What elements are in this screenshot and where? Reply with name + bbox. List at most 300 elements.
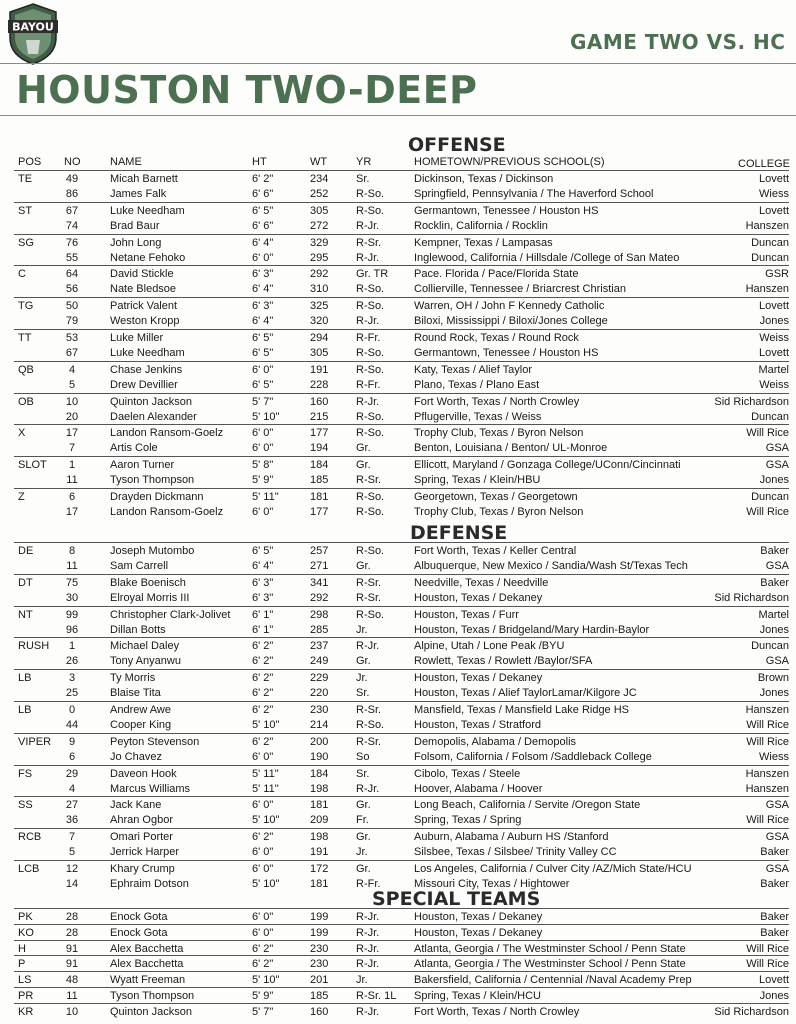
table-row — [14, 669, 789, 686]
cell-college: Duncan — [751, 236, 789, 249]
cell-college: GSA — [765, 459, 789, 472]
cell-ht: 6' 2" — [252, 640, 274, 653]
cell-wt: 185 — [310, 474, 329, 487]
cell-wt: 199 — [310, 911, 329, 923]
cell-no: 9 — [68, 735, 76, 748]
cell-yr: R-Sr. — [356, 576, 382, 589]
cell-wt: 310 — [310, 283, 329, 296]
cell-ht: 6' 5" — [252, 346, 274, 359]
cell-ht: 6' 2" — [252, 687, 274, 700]
table-row — [14, 622, 789, 638]
col-header-hometown: HOMETOWN/PREVIOUS SCHOOL(S) — [414, 156, 605, 168]
cell-wt: 160 — [310, 395, 329, 408]
cell-no: 6 — [68, 491, 76, 503]
cell-no: 75 — [65, 576, 79, 589]
table-row — [14, 812, 789, 828]
cell-ht: 6' 2" — [252, 672, 274, 685]
cell-yr: R-Jr. — [356, 251, 380, 264]
col-header-no: NO — [64, 156, 81, 168]
cell-ht: 6' 4" — [252, 559, 274, 572]
table-row — [14, 606, 789, 623]
cell-yr: R-Jr. — [356, 1005, 380, 1018]
cell-name: Netane Fehoko — [110, 251, 186, 264]
cell-ht: 5' 8" — [252, 459, 274, 472]
cell-no: 50 — [65, 300, 79, 313]
cell-wt: 199 — [310, 926, 329, 939]
cell-college: Weiss — [759, 332, 789, 344]
cell-pos: FS — [18, 767, 33, 780]
cell-wt: 220 — [310, 687, 329, 700]
cell-name: Daelen Alexander — [110, 410, 197, 423]
cell-yr: R-Jr. — [356, 958, 380, 971]
cell-hometown: Spring, Texas / Spring — [414, 814, 522, 827]
cell-yr: R-So. — [356, 204, 385, 217]
table-row — [14, 844, 789, 860]
cell-yr: R-Jr. — [356, 219, 380, 232]
cell-college: Lovett — [759, 346, 789, 359]
cell-wt: 285 — [310, 623, 329, 636]
cell-college: Jones — [759, 315, 789, 328]
special-teams-title: SPECIAL TEAMS — [372, 888, 541, 910]
cell-name: Omari Porter — [110, 831, 173, 844]
cell-yr: R-So. — [356, 718, 385, 731]
cell-wt: 230 — [310, 942, 329, 955]
cell-name: Brad Baur — [110, 219, 160, 232]
table-row — [14, 377, 789, 393]
cell-pos: PK — [18, 911, 33, 923]
cell-yr: R-So. — [356, 608, 385, 621]
cell-college: Lovett — [759, 204, 789, 217]
cell-college: Hanszen — [745, 782, 789, 795]
cell-yr: R-So. — [356, 187, 385, 200]
cell-yr: Sr. — [356, 687, 370, 700]
cell-wt: 230 — [310, 958, 329, 971]
cell-ht: 5' 9" — [252, 474, 274, 487]
cell-wt: 292 — [310, 591, 329, 604]
cell-hometown: Long Beach, California / Servite /Oregon State — [414, 799, 641, 812]
cell-name: Luke Miller — [110, 332, 164, 344]
cell-yr: R-Sr. — [356, 236, 382, 249]
cell-wt: 191 — [310, 363, 329, 376]
table-row — [14, 456, 789, 473]
cell-hometown: Fort Worth, Texas / North Crowley — [414, 395, 580, 408]
cell-hometown: Houston, Texas / Furr — [414, 608, 519, 621]
cell-hometown: Rowlett, Texas / Rowlett /Baylor/SFA — [414, 655, 593, 668]
cell-hometown: Spring, Texas / Klein/HCU — [414, 990, 541, 1002]
cell-college: Sid Richardson — [714, 1005, 789, 1018]
table-row — [14, 361, 789, 378]
cell-college: Will Rice — [746, 814, 789, 827]
cell-hometown: Folsom, California / Folsom /Saddleback College — [414, 750, 652, 763]
cell-hometown: Silsbee, Texas / Silsbee/ Trinity Valley CC — [414, 846, 617, 859]
cell-name: Landon Ransom-Goelz — [110, 427, 224, 440]
cell-hometown: Alpine, Utah / Lone Peak /BYU — [414, 640, 565, 653]
cell-no: 55 — [65, 251, 79, 264]
cell-pos: KO — [18, 926, 34, 939]
cell-hometown: Plano, Texas / Plano East — [414, 378, 540, 391]
cell-wt: 234 — [310, 173, 329, 185]
table-row — [14, 542, 789, 559]
defense-title: DEFENSE — [410, 522, 508, 544]
cell-no: 74 — [65, 219, 79, 232]
cell-name: Alex Bacchetta — [110, 958, 184, 971]
cell-no: 91 — [65, 958, 79, 971]
cell-ht: 6' 0" — [252, 799, 274, 812]
cell-name: Dillan Botts — [110, 623, 166, 636]
cell-yr: R-Sr. — [356, 591, 382, 604]
cell-yr: Gr. — [356, 442, 371, 455]
cell-college: Martel — [758, 608, 789, 621]
cell-yr: R-So. — [356, 283, 385, 296]
cell-wt: 190 — [310, 750, 329, 763]
offense-title: OFFENSE — [408, 134, 506, 156]
cell-name: Michael Daley — [110, 640, 180, 653]
cell-wt: 177 — [310, 505, 329, 518]
cell-pos: TE — [18, 173, 33, 185]
cell-name: Quinton Jackson — [110, 1005, 192, 1018]
cell-wt: 184 — [310, 767, 329, 780]
cell-ht: 5' 7" — [252, 1005, 274, 1018]
table-row — [14, 313, 789, 329]
cell-no: 4 — [68, 363, 76, 376]
cell-hometown: Albuquerque, New Mexico / Sandia/Wash St/Texas Tech — [414, 559, 688, 572]
table-row — [14, 488, 789, 505]
svg-text:BAYOU: BAYOU — [12, 20, 54, 34]
cell-pos: SG — [18, 236, 34, 249]
cell-wt: 181 — [310, 799, 329, 812]
cell-hometown: Bakersfield, California / Centennial /Naval Academy Prep — [414, 974, 692, 987]
col-header-yr: YR — [356, 156, 372, 168]
cell-no: 79 — [65, 315, 79, 328]
cell-hometown: Houston, Texas / Dekaney — [414, 926, 543, 939]
cell-hometown: Cibolo, Texas / Steele — [414, 767, 521, 780]
cell-yr: R-Jr. — [356, 315, 380, 328]
cell-pos: TG — [18, 300, 34, 313]
cell-yr: So — [356, 750, 370, 763]
table-row — [14, 218, 789, 234]
table-row — [14, 265, 789, 282]
cell-name: Ty Morris — [110, 672, 156, 685]
cell-no: 28 — [65, 911, 79, 923]
cell-wt: 198 — [310, 782, 329, 795]
cell-hometown: Spring, Texas / Klein/HBU — [414, 474, 541, 487]
cell-no: 25 — [65, 687, 79, 700]
table-row — [14, 781, 789, 797]
table-row — [14, 765, 789, 782]
col-header-college: COLLEGE — [738, 158, 790, 170]
cell-pos: DE — [18, 545, 34, 557]
cell-wt: 249 — [310, 655, 329, 668]
cell-wt: 298 — [310, 608, 329, 621]
table-row — [14, 393, 789, 410]
cell-ht: 6' 4" — [252, 315, 274, 328]
table-row — [14, 558, 789, 574]
cell-ht: 6' 0" — [252, 750, 274, 763]
cell-ht: 6' 2" — [252, 735, 274, 748]
cell-ht: 5' 7" — [252, 395, 274, 408]
cell-no: 8 — [68, 545, 76, 557]
col-header-wt: WT — [310, 156, 328, 168]
cell-no: 4 — [68, 782, 76, 795]
cell-no: 1 — [68, 459, 76, 472]
cell-pos: Z — [18, 491, 25, 503]
table-row — [14, 234, 789, 251]
cell-wt: 271 — [310, 559, 329, 572]
cell-college: Wiess — [759, 750, 789, 763]
cell-yr: R-So. — [356, 545, 385, 557]
table-row — [14, 202, 789, 219]
cell-ht: 5' 10" — [252, 718, 280, 731]
cell-ht: 6' 4" — [252, 283, 274, 296]
cell-ht: 5' 9" — [252, 990, 274, 1002]
cell-name: Patrick Valent — [110, 300, 178, 313]
cell-college: Will Rice — [746, 735, 789, 748]
cell-yr: R-Fr. — [356, 877, 381, 890]
cell-no: 5 — [68, 846, 76, 859]
cell-ht: 6' 2" — [252, 655, 274, 668]
cell-hometown: Benton, Louisiana / Benton/ UL-Monroe — [414, 442, 608, 455]
cell-college: Will Rice — [746, 505, 789, 518]
cell-pos: H — [18, 942, 26, 955]
cell-name: Blaise Tita — [110, 687, 161, 700]
cell-no: 48 — [65, 974, 79, 987]
cell-name: Quinton Jackson — [110, 395, 192, 408]
cell-wt: 294 — [310, 332, 329, 344]
table-row — [14, 685, 789, 701]
table-row — [14, 590, 789, 606]
col-header-pos: POS — [18, 156, 42, 168]
table-row — [14, 828, 789, 845]
cell-name: Alex Bacchetta — [110, 942, 184, 955]
game-title: GAME TWO VS. HC — [570, 30, 786, 54]
cell-hometown: Pace. Florida / Pace/Florida State — [414, 268, 579, 281]
cell-name: Landon Ransom-Goelz — [110, 505, 224, 518]
cell-no: 5 — [68, 378, 76, 391]
cell-hometown: Trophy Club, Texas / Byron Nelson — [414, 505, 584, 518]
cell-college: Duncan — [751, 640, 789, 653]
cell-pos: QB — [18, 363, 34, 376]
cell-college: Duncan — [751, 251, 789, 264]
cell-no: 0 — [68, 704, 76, 716]
cell-college: Lovett — [759, 173, 789, 185]
page-title: HOUSTON TWO-DEEP — [16, 68, 478, 112]
cell-name: Luke Needham — [110, 346, 185, 359]
cell-pos: C — [18, 268, 26, 281]
cell-name: Artis Cole — [110, 442, 158, 455]
cell-ht: 6' 0" — [252, 505, 274, 518]
cell-ht: 5' 10" — [252, 877, 280, 890]
cell-pos: DT — [18, 576, 33, 589]
cell-wt: 198 — [310, 831, 329, 844]
cell-college: Wiess — [759, 187, 789, 200]
cell-no: 17 — [65, 505, 79, 518]
table-row — [14, 574, 789, 591]
cell-name: John Long — [110, 236, 162, 249]
cell-hometown: Springfield, Pennsylvania / The Haverford School — [414, 187, 654, 200]
cell-college: Sid Richardson — [714, 591, 789, 604]
cell-no: 30 — [65, 591, 79, 604]
cell-yr: Jr. — [356, 672, 368, 685]
cell-college: Sid Richardson — [714, 395, 789, 408]
cell-wt: 341 — [310, 576, 329, 589]
cell-pos: ST — [18, 204, 33, 217]
cell-wt: 305 — [310, 346, 329, 359]
cell-ht: 6' 0" — [252, 911, 274, 923]
cell-no: 7 — [68, 442, 76, 455]
cell-no: 56 — [65, 283, 79, 296]
cell-hometown: Missouri City, Texas / Hightower — [414, 877, 570, 890]
cell-yr: Gr. — [356, 559, 371, 572]
cell-college: Jones — [759, 687, 789, 700]
cell-hometown: Pflugerville, Texas / Weiss — [414, 410, 542, 423]
cell-ht: 6' 4" — [252, 236, 274, 249]
cell-wt: 177 — [310, 427, 329, 440]
cell-name: Jo Chavez — [110, 750, 162, 763]
table-row — [14, 733, 789, 750]
cell-yr: R-Sr. — [356, 474, 382, 487]
table-row — [14, 749, 789, 765]
cell-name: Enock Gota — [110, 911, 168, 923]
cell-college: GSA — [765, 831, 789, 844]
cell-name: Tony Anyanwu — [110, 655, 181, 668]
cell-name: Luke Needham — [110, 204, 185, 217]
cell-no: 20 — [65, 410, 79, 423]
cell-ht: 6' 0" — [252, 926, 274, 939]
cell-ht: 6' 1" — [252, 608, 274, 621]
cell-hometown: Demopolis, Alabama / Demopolis — [414, 735, 577, 748]
col-header-name: NAME — [110, 156, 142, 168]
cell-hometown: Ellicott, Maryland / Gonzaga College/UConn/Cincinnati — [414, 459, 681, 472]
cell-yr: Sr. — [356, 767, 370, 780]
cell-hometown: Warren, OH / John F Kennedy Catholic — [414, 300, 605, 313]
cell-college: Will Rice — [746, 958, 789, 971]
cell-name: Tyson Thompson — [110, 474, 195, 487]
cell-ht: 6' 2" — [252, 173, 274, 185]
table-row — [14, 908, 789, 925]
cell-college: Hanszen — [745, 704, 789, 716]
cell-wt: 160 — [310, 1005, 329, 1018]
cell-hometown: Germantown, Tenessee / Houston HS — [414, 204, 599, 217]
cell-hometown: Los Angeles, California / Culver City /AZ/Mich State/HCU — [414, 863, 692, 875]
cell-name: Sam Carrell — [110, 559, 169, 572]
cell-name: Elroyal Morris III — [110, 591, 190, 604]
cell-yr: Sr. — [356, 173, 370, 185]
cell-ht: 5' 11" — [252, 782, 279, 795]
table-row — [14, 170, 789, 187]
cell-ht: 6' 3" — [252, 591, 274, 604]
table-row — [14, 424, 789, 441]
cell-no: 76 — [65, 236, 79, 249]
cell-college: Baker — [760, 911, 789, 923]
table-row — [14, 971, 789, 988]
cell-ht: 6' 3" — [252, 576, 274, 589]
cell-name: Nate Bledsoe — [110, 283, 177, 296]
cell-yr: R-Jr. — [356, 782, 380, 795]
cell-ht: 5' 10" — [252, 974, 280, 987]
cell-name: Tyson Thompson — [110, 990, 195, 1002]
cell-yr: Gr. — [356, 459, 371, 472]
cell-college: Will Rice — [746, 427, 789, 440]
cell-wt: 172 — [310, 863, 329, 875]
cell-ht: 6' 2" — [252, 942, 274, 955]
cell-yr: Gr. — [356, 831, 371, 844]
header-rule — [0, 63, 796, 64]
cell-name: Micah Barnett — [110, 173, 178, 185]
cell-hometown: Hoover, Alabama / Hoover — [414, 782, 543, 795]
cell-wt: 237 — [310, 640, 329, 653]
cell-college: Baker — [760, 576, 789, 589]
cell-college: GSR — [765, 268, 789, 281]
cell-ht: 6' 5" — [252, 332, 274, 344]
cell-hometown: Round Rock, Texas / Round Rock — [414, 332, 579, 344]
cell-wt: 325 — [310, 300, 329, 313]
cell-name: Drayden Dickmann — [110, 491, 204, 503]
cell-pos: X — [18, 427, 26, 440]
cell-ht: 6' 2" — [252, 704, 274, 716]
cell-hometown: Germantown, Tenessee / Houston HS — [414, 346, 599, 359]
cell-college: Weiss — [759, 378, 789, 391]
cell-no: 67 — [65, 346, 79, 359]
cell-college: Hanszen — [745, 283, 789, 296]
cell-hometown: Trophy Club, Texas / Byron Nelson — [414, 427, 584, 440]
table-row — [14, 329, 789, 346]
table-row — [14, 717, 789, 733]
cell-yr: Jr. — [356, 974, 368, 987]
cell-no: 1 — [68, 640, 76, 653]
cell-hometown: Houston, Texas / Alief TaylorLamar/Kilgore JC — [414, 687, 637, 700]
cell-college: Jones — [759, 623, 789, 636]
table-row — [14, 924, 789, 941]
cell-ht: 6' 0" — [252, 863, 274, 875]
cell-college: Baker — [760, 926, 789, 939]
cell-ht: 6' 6" — [252, 187, 274, 200]
cell-no: 96 — [65, 623, 79, 636]
cell-hometown: Atlanta, Georgia / The Westminster School / Penn State — [414, 958, 686, 971]
cell-yr: R-Sr. — [356, 704, 382, 716]
cell-pos: SS — [18, 799, 33, 812]
cell-wt: 329 — [310, 236, 329, 249]
cell-no: 64 — [65, 268, 79, 281]
cell-ht: 6' 5" — [252, 378, 274, 391]
cell-college: GSA — [765, 442, 789, 455]
cell-college: Will Rice — [746, 942, 789, 955]
cell-pos: RUSH — [18, 640, 50, 653]
table-row — [14, 250, 789, 266]
cell-pos: VIPER — [18, 735, 52, 748]
cell-ht: 6' 0" — [252, 251, 274, 264]
cell-wt: 295 — [310, 251, 329, 264]
table-row — [14, 504, 789, 520]
cell-name: Khary Crump — [110, 863, 175, 875]
cell-ht: 6' 5" — [252, 204, 274, 217]
cell-no: 67 — [65, 204, 79, 217]
cell-yr: R-Sr. 1L — [356, 990, 397, 1002]
cell-yr: R-Fr. — [356, 332, 381, 344]
cell-no: 49 — [65, 173, 79, 185]
cell-wt: 181 — [310, 877, 329, 890]
cell-college: GSA — [765, 863, 789, 875]
cell-hometown: Houston, Texas / Dekaney — [414, 591, 543, 604]
cell-hometown: Houston, Texas / Stratford — [414, 718, 541, 731]
cell-ht: 6' 0" — [252, 846, 274, 859]
bayou-classic-logo — [6, 2, 60, 66]
cell-hometown: Houston, Texas / Dekaney — [414, 911, 543, 923]
cell-no: 11 — [66, 990, 78, 1002]
cell-ht: 6' 5" — [252, 545, 274, 557]
cell-yr: Gr. TR — [356, 268, 389, 281]
cell-name: Cooper King — [110, 718, 172, 731]
cell-wt: 292 — [310, 268, 329, 281]
